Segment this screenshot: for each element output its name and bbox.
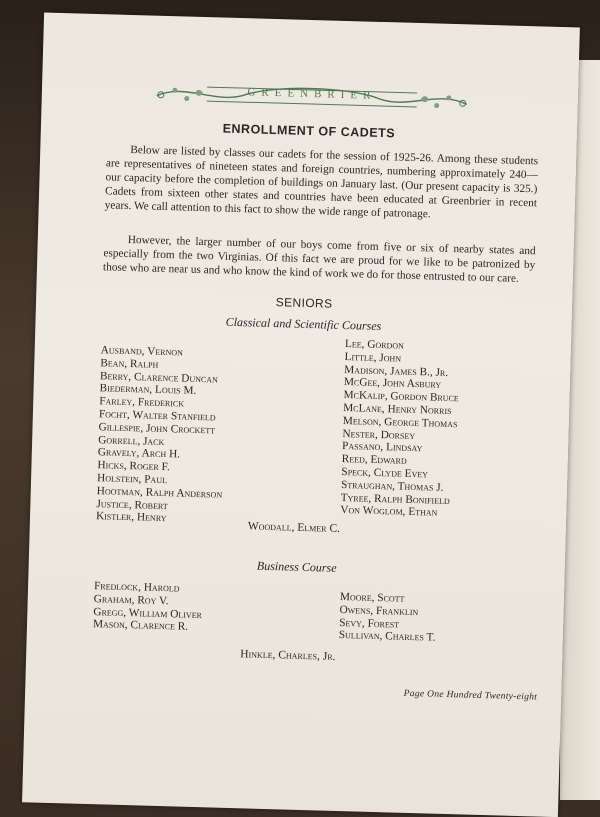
list-item: Bean, Ralph (100, 357, 159, 371)
business-left-column (93, 580, 203, 634)
document-page (22, 13, 580, 817)
list-item: Sevy, Forest (339, 616, 400, 631)
seniors-right-column (340, 338, 460, 520)
page-title: ENROLLMENT OF CADETS (222, 121, 396, 141)
list-item: Focht, Walter Stanfield (98, 408, 216, 424)
intro-paragraph-1: Below are listed by classes our cadets for the session of 1925-26. Among these students are representatives of nineteen states and foreign countries, numbering approximately 240—our capacity before the completion of buildings on January last. (Our present capacity is 325.) Cadets from sixteen other states and countries have been educated at Greenbrier in recent years. We call attention to this fact to show the wide range of patronage. (104, 143, 539, 221)
business-course-heading: Business Course (256, 558, 337, 575)
list-item: Gregg, William Oliver (93, 605, 203, 621)
list-item: Gravely, Arch H. (97, 446, 181, 461)
list-item: Reed, Edward (341, 453, 407, 467)
list-item: Biederman, Louis M. (99, 382, 197, 398)
list-item: Hicks, Roger F. (97, 459, 170, 474)
list-item: Ausband, Vernon (100, 344, 184, 359)
header-banner (146, 77, 477, 116)
seniors-heading: SENIORS (275, 295, 333, 311)
list-item: Nester, Dorsey (342, 427, 416, 442)
list-item: Graham, Roy V. (93, 592, 169, 608)
intro-paragraph-2: However, the larger number of our boys come from five or six of nearby states and especially from the two Virginias. Of this fact we are proud for we like to be patronized by those who are near us and who know the kind of work we do for those entrusted to our care. (102, 233, 536, 285)
list-item: Hootman, Ralph Anderson (96, 484, 223, 501)
business-right-column (339, 591, 437, 645)
classical-courses-heading: Classical and Scientific Courses (225, 314, 382, 334)
list-item: Passano, Lindsay (341, 440, 423, 455)
list-item: Berry, Clarence Duncan (99, 369, 219, 386)
list-item: Farley, Frederick (99, 395, 185, 410)
list-item: Straughan, Thomas J. (340, 478, 444, 494)
list-item: Gorrell, Jack (98, 433, 165, 448)
list-item: McGee, John Asbury (343, 376, 442, 392)
list-item: Justice, Robert (96, 497, 168, 512)
seniors-left-column (96, 344, 226, 527)
list-item: Fredlock, Harold (93, 580, 180, 595)
list-item: Gillespie, John Crockett (98, 420, 216, 437)
list-item: McKalip, Gordon Bruce (343, 389, 459, 405)
list-item: Little, John (344, 350, 402, 365)
list-item: Melson, George Thomas (342, 414, 458, 430)
list-item: McLane, Henry Norris (343, 402, 452, 418)
list-item: Von Woglom, Ethan (340, 504, 438, 520)
seniors-center-name: Woodall, Elmer C. (247, 520, 341, 535)
list-item: Lee, Gordon (344, 338, 405, 352)
banner-word: GREENBRIER (247, 86, 377, 102)
list-item: Moore, Scott (339, 591, 405, 605)
page-number-footer: Page One Hundred Twenty-eight (403, 688, 538, 703)
list-item: Tyree, Ralph Bonifield (340, 491, 450, 507)
list-item: Holstein, Paul (96, 472, 168, 487)
list-item: Owens, Franklin (339, 603, 419, 618)
list-item: Speck, Clyde Evey (341, 465, 429, 481)
business-center-name: Hinkle, Charles, Jr. (240, 648, 336, 663)
list-item: Sullivan, Charles T. (338, 629, 436, 645)
list-item: Mason, Clarence R. (92, 618, 189, 634)
list-item: Madison, James B., Jr. (344, 363, 449, 379)
list-item: Kistler, Henry (95, 510, 167, 525)
